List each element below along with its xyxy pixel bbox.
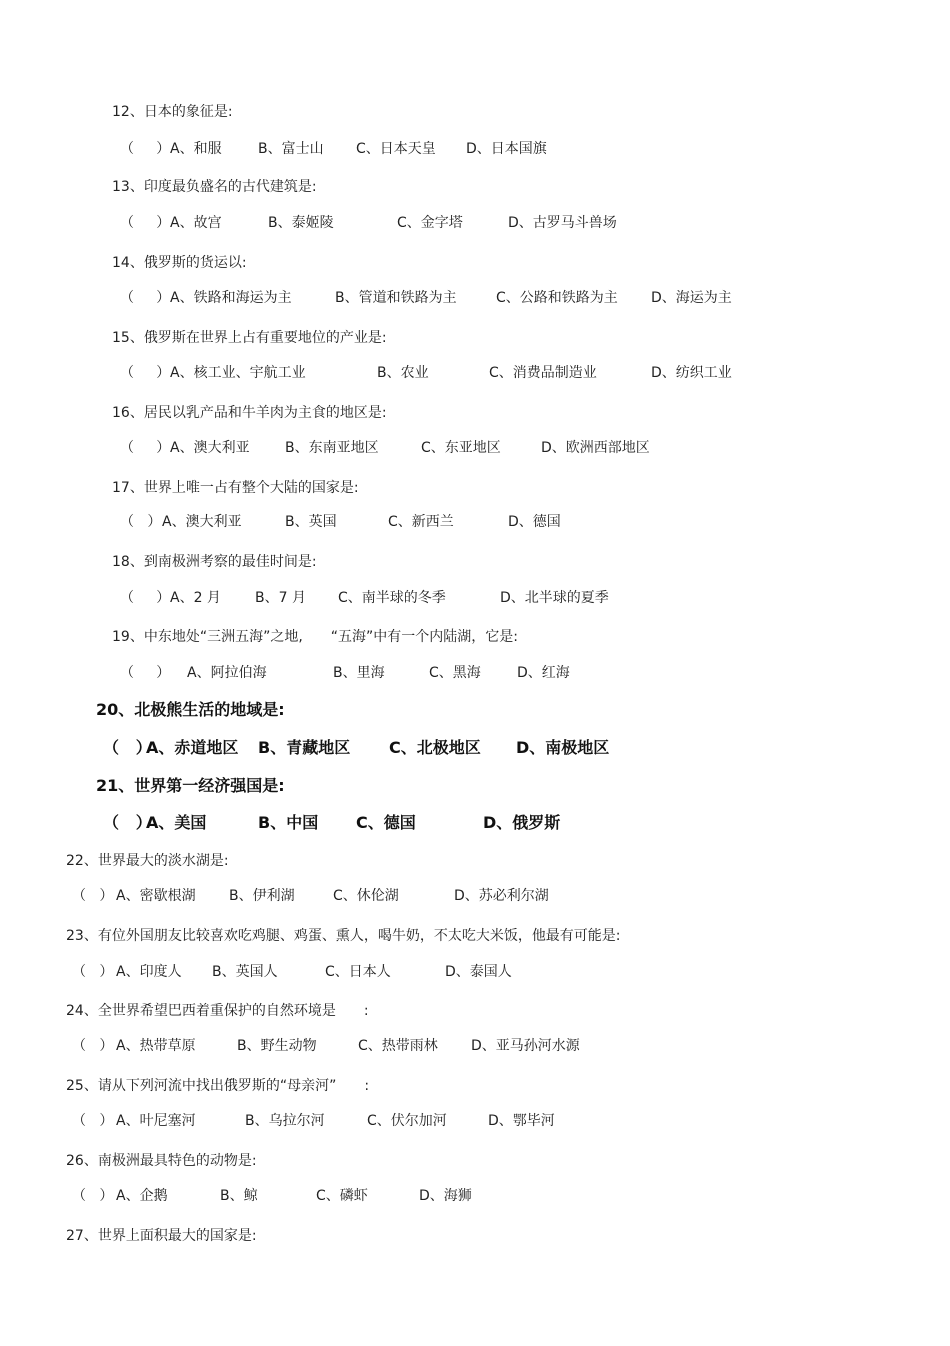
answer-option: D、欧洲西部地区 <box>541 440 650 456</box>
answer-option: B、里海 <box>333 665 385 681</box>
question-text: 12、日本的象征是: <box>112 104 233 120</box>
answer-option: A、核工业、宇航工业 <box>170 365 306 381</box>
answer-option: C、消费品制造业 <box>489 365 597 381</box>
answer-blank[interactable]: （ ） <box>120 215 171 231</box>
question-text: 20、北极熊生活的地域是: <box>96 700 285 719</box>
answer-option: A、美国 <box>146 813 207 832</box>
answer-option: C、磷虾 <box>316 1188 368 1204</box>
answer-option: A、澳大利亚 <box>162 514 242 530</box>
answer-blank[interactable]: （ ） <box>103 813 152 832</box>
question-text: 14、俄罗斯的货运以: <box>112 255 247 271</box>
question-text: 24、全世界希望巴西着重保护的自然环境是 : <box>66 1003 369 1019</box>
answer-blank[interactable]: （ ） <box>120 665 171 681</box>
answer-option: B、英国人 <box>212 964 278 980</box>
answer-option: D、海运为主 <box>651 290 732 306</box>
answer-option: C、德国 <box>356 813 416 832</box>
answer-option: C、北极地区 <box>389 738 481 757</box>
answer-blank[interactable]: （ ） <box>72 964 114 980</box>
answer-option: C、黑海 <box>429 665 481 681</box>
answer-option: D、德国 <box>508 514 561 530</box>
answer-option: B、管道和铁路为主 <box>335 290 457 306</box>
answer-option: A、密歇根湖 <box>116 888 196 904</box>
answer-option: A、铁路和海运为主 <box>170 290 292 306</box>
answer-option: C、日本天皇 <box>356 141 436 157</box>
answer-blank[interactable]: （ ） <box>120 365 171 381</box>
answer-option: D、海狮 <box>419 1188 472 1204</box>
answer-blank[interactable]: （ ） <box>72 888 114 904</box>
answer-option: A、故宫 <box>170 215 222 231</box>
question-text: 16、居民以乳产品和牛羊肉为主食的地区是: <box>112 405 387 421</box>
answer-option: B、乌拉尔河 <box>245 1113 325 1129</box>
answer-option: D、鄂毕河 <box>488 1113 555 1129</box>
question-text: 19、中东地处“三洲五海”之地, “五海”中有一个内陆湖，它是: <box>112 629 518 645</box>
question-text: 18、到南极洲考察的最佳时间是: <box>112 554 317 570</box>
answer-option: D、泰国人 <box>445 964 512 980</box>
question-text: 15、俄罗斯在世界上占有重要地位的产业是: <box>112 330 387 346</box>
answer-option: B、东南亚地区 <box>285 440 379 456</box>
question-text: 17、世界上唯一占有整个大陆的国家是: <box>112 480 359 496</box>
answer-option: A、赤道地区 <box>146 738 239 757</box>
answer-blank[interactable]: （ ） <box>120 290 171 306</box>
answer-option: D、南极地区 <box>516 738 610 757</box>
answer-blank[interactable]: （ ） <box>120 141 171 157</box>
answer-option: B、泰姬陵 <box>268 215 334 231</box>
question-text: 22、世界最大的淡水湖是: <box>66 853 229 869</box>
answer-blank[interactable]: （ ） <box>72 1113 114 1129</box>
answer-option: A、2 月 <box>170 590 221 606</box>
answer-option: D、纺织工业 <box>651 365 732 381</box>
answer-option: C、新西兰 <box>388 514 454 530</box>
answer-option: B、英国 <box>285 514 337 530</box>
answer-option: D、古罗马斗兽场 <box>508 215 617 231</box>
answer-option: B、鲸 <box>220 1188 258 1204</box>
answer-option: B、7 月 <box>255 590 306 606</box>
answer-option: D、亚马孙河水源 <box>471 1038 580 1054</box>
answer-option: B、农业 <box>377 365 429 381</box>
question-text: 23、有位外国朋友比较喜欢吃鸡腿、鸡蛋、熏人，喝牛奶，不太吃大米饭，他最有可能是: <box>66 928 621 944</box>
answer-option: A、澳大利亚 <box>170 440 250 456</box>
answer-option: C、热带雨林 <box>358 1038 438 1054</box>
question-text: 13、印度最负盛名的古代建筑是: <box>112 179 317 195</box>
answer-blank[interactable]: （ ） <box>103 738 152 757</box>
answer-blank[interactable]: （ ） <box>120 440 171 456</box>
answer-option: C、公路和铁路为主 <box>496 290 618 306</box>
answer-option: A、热带草原 <box>116 1038 196 1054</box>
answer-option: C、伏尔加河 <box>367 1113 447 1129</box>
answer-option: D、苏必利尔湖 <box>454 888 549 904</box>
question-text: 25、请从下列河流中找出俄罗斯的“母亲河” : <box>66 1078 370 1094</box>
answer-blank[interactable]: （ ） <box>120 590 171 606</box>
answer-option: A、和服 <box>170 141 222 157</box>
answer-option: A、阿拉伯海 <box>187 665 267 681</box>
answer-blank[interactable]: （ ） <box>120 514 162 530</box>
answer-option: D、北半球的夏季 <box>500 590 609 606</box>
answer-option: C、日本人 <box>325 964 391 980</box>
answer-option: D、俄罗斯 <box>483 813 561 832</box>
answer-option: D、日本国旗 <box>466 141 547 157</box>
answer-option: A、企鹅 <box>116 1188 168 1204</box>
question-text: 26、南极洲最具特色的动物是: <box>66 1153 257 1169</box>
answer-option: C、休伦湖 <box>333 888 399 904</box>
answer-option: B、中国 <box>258 813 319 832</box>
question-text: 27、世界上面积最大的国家是: <box>66 1228 257 1244</box>
answer-option: B、伊利湖 <box>229 888 295 904</box>
answer-option: C、东亚地区 <box>421 440 501 456</box>
answer-option: D、红海 <box>517 665 570 681</box>
answer-option: C、南半球的冬季 <box>338 590 446 606</box>
answer-option: A、叶尼塞河 <box>116 1113 196 1129</box>
question-text: 21、世界第一经济强国是: <box>96 776 285 795</box>
answer-option: B、富士山 <box>258 141 324 157</box>
answer-option: C、金字塔 <box>397 215 463 231</box>
answer-blank[interactable]: （ ） <box>72 1188 114 1204</box>
answer-option: A、印度人 <box>116 964 182 980</box>
answer-option: B、青藏地区 <box>258 738 351 757</box>
answer-option: B、野生动物 <box>237 1038 317 1054</box>
answer-blank[interactable]: （ ） <box>72 1038 114 1054</box>
